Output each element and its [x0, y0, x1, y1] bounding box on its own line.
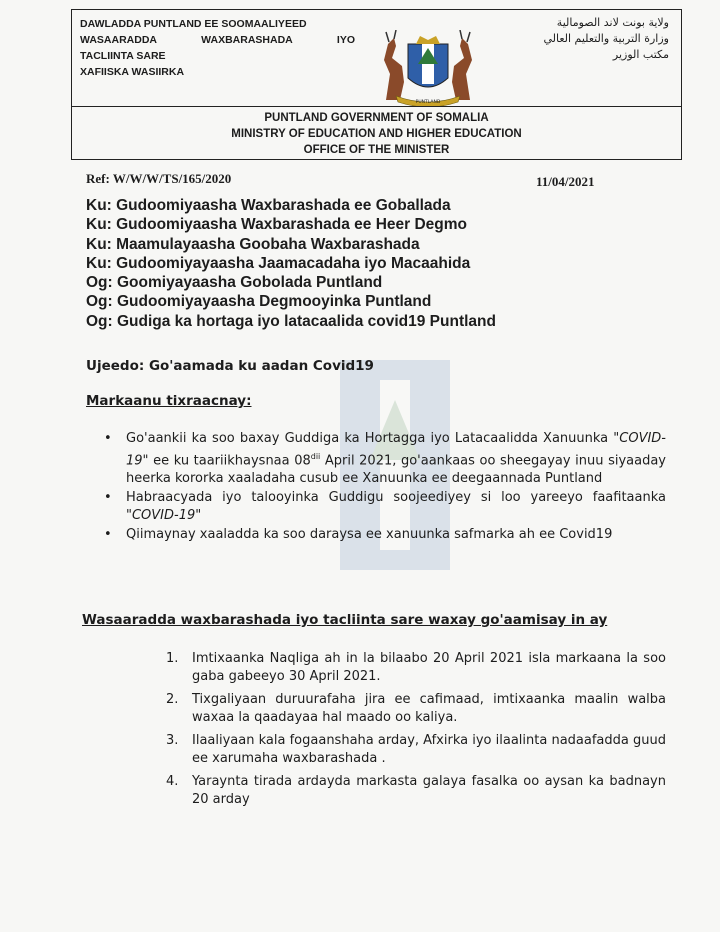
- somali-line-2a: WASAARADDA: [80, 34, 157, 46]
- decision-heading: Wasaaradda waxbarashada iyo tacliinta sare waxay go'aamisay in ay: [82, 612, 608, 628]
- arabic-line-2: وزارة التربية والتعليم العالي: [543, 32, 669, 45]
- list-item: [166, 773, 666, 809]
- somali-letterhead: [80, 16, 355, 80]
- decision-list: [166, 650, 666, 814]
- bullet-icon: •: [104, 431, 112, 446]
- bullet-icon: •: [104, 527, 112, 543]
- recipient-line: Ku: Gudoomiyaasha Waxbarashada ee Goballada: [86, 197, 451, 214]
- bullet-text: Qiimaynay xaaladda ka soo daraysa ee xanuunka safmarka ah ee Covid19: [126, 527, 613, 543]
- item-text: Yaraynta tirada ardayda markasta galaya fasalka oo aysan ka badnayn 20 arday: [192, 774, 666, 807]
- item-text: Ilaaliyaan kala fogaanshaha arday, Afxirka iyo ilaalinta nadaafadda guud ee xarumaha waxbarashada .: [192, 733, 666, 766]
- arabic-line-1: ولاية بونت لاند الصومالية: [556, 16, 669, 29]
- bullet-superscript: dii: [310, 452, 321, 461]
- list-item: [86, 489, 666, 525]
- list-item: [166, 691, 666, 727]
- subject-line: Ujeedo: Go'aamada ku aadan Covid19: [86, 358, 374, 374]
- item-number: 2.: [166, 692, 179, 707]
- bullet-text: April 2021, go'aankaas oo sheegayay inuu siyaaday heerka kororka xaaladaha cusub ee Xanuunka ee deegaannada Puntland: [126, 453, 666, 487]
- arabic-line-3: مكتب الوزير: [612, 48, 669, 61]
- arabic-letterhead: [499, 15, 669, 63]
- item-number: 4.: [166, 774, 179, 789]
- recipient-line: Ku: Maamulayaasha Goobaha Waxbarashada: [86, 235, 420, 253]
- somali-line-1: DAWLADDA PUNTLAND EE SOOMAALIYEED: [80, 18, 307, 30]
- puntland-coat-of-arms-icon: [372, 30, 484, 106]
- seal-ribbon-text: PUNTLAND: [415, 100, 441, 105]
- item-number: 3.: [166, 733, 179, 748]
- letterhead-divider: [72, 106, 681, 107]
- recipient-line: Og: Gudoomiyayaasha Degmooyinka Puntland: [86, 293, 432, 311]
- item-number: 1.: [166, 651, 179, 666]
- reference-number: Ref: W/W/W/TS/165/2020: [86, 171, 232, 186]
- recipient-line: Ku: Gudoomiyayaasha Jaamacadaha iyo Macaahida: [86, 254, 471, 272]
- recipient-line: Og: Gudiga ka hortaga iyo latacaalida covid19 Puntland: [86, 312, 496, 330]
- english-line-3: OFFICE OF THE MINISTER: [303, 144, 450, 156]
- list-item: [166, 650, 666, 686]
- recipients-list: [86, 196, 496, 331]
- recipient-line: Ku: Gudoomiyaasha Waxbarashada ee Heer Degmo: [86, 216, 468, 234]
- list-item: [86, 526, 666, 544]
- item-text: Imtixaanka Naqliga ah in la bilaabo 20 April 2021 isla markaana la soo gaba gabeeyo 30 April 2021.: [192, 651, 666, 684]
- reference-bullets: [86, 430, 666, 545]
- list-item: [86, 430, 666, 488]
- list-item: [166, 732, 666, 768]
- bullet-italic: "COVID-19": [126, 508, 202, 524]
- item-text: Tixgaliyaan duruurafaha jira ee cafimaad, imtixaanka maalin walba waxaa la qaadayaa hal maado oo kaliya.: [192, 692, 666, 725]
- somali-line-2c: IYO: [336, 34, 355, 46]
- english-letterhead: [72, 110, 681, 158]
- bullet-icon: •: [104, 490, 112, 506]
- english-line-1: PUNTLAND GOVERNMENT OF SOMALIA: [264, 112, 489, 124]
- bullet-italic: "COVID-19": [126, 431, 666, 469]
- letter-date: 11/04/2021: [536, 174, 595, 189]
- bullet-text: Habraacyada iyo talooyinka Guddigu soojeediyey si loo yareeyo faafitaanka: [126, 490, 666, 506]
- bullet-text: ee ku taariikhaysnaa 08: [148, 453, 311, 469]
- english-line-2: MINISTRY OF EDUCATION AND HIGHER EDUCATION: [231, 128, 522, 140]
- reference-heading: Markaanu tixraacnay:: [86, 393, 252, 409]
- somali-line-3: TACLIINTA SARE: [80, 50, 166, 62]
- letterhead: [71, 9, 682, 160]
- somali-line-2b: WAXBARASHADA: [201, 34, 293, 46]
- somali-line-4: XAFIISKA WASIIRKA: [80, 66, 185, 78]
- recipient-line: Og: Goomiyayaasha Gobolada Puntland: [86, 274, 383, 292]
- bullet-text: Go'aankii ka soo baxay Guddiga ka Hortagga iyo Latacaalidda Xanuunka: [126, 431, 614, 446]
